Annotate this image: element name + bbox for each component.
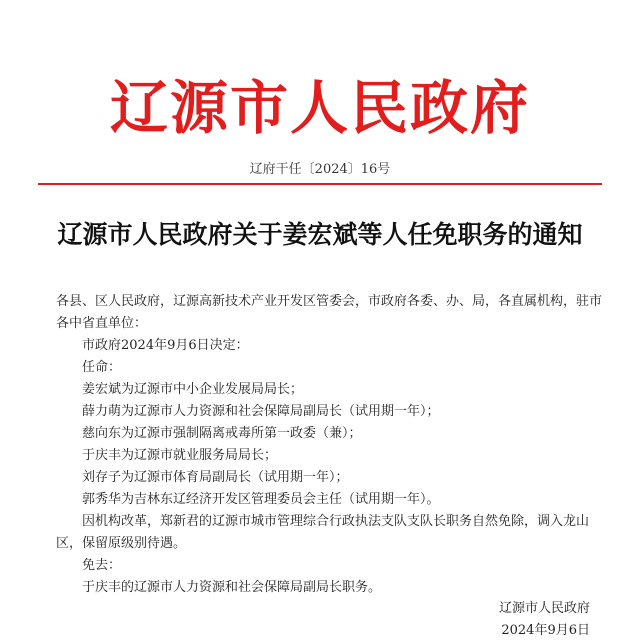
- recipients-line: 各县、区人民政府，辽源高新技术产业开发区管委会，市政府各委、办、局，各直属机构，驻市各中省直单位：: [56, 294, 603, 331]
- masthead-org-name: 辽源市人民政府: [109, 74, 530, 142]
- signature-date: 2024年9月6日: [501, 623, 590, 638]
- document-title: 辽源市人民政府关于姜宏斌等人任免职务的通知: [57, 220, 583, 249]
- appointment-item: 刘存子为辽源市体育局副局长（试用期一年）；: [82, 470, 349, 485]
- appointment-item: 慈向东为辽源市强制隔离戒毒所第一政委（兼）；: [82, 426, 362, 441]
- remove-heading: 免去：: [82, 558, 122, 573]
- appointment-item: 姜宏斌为辽源市中小企业发展局局长；: [82, 382, 304, 397]
- appointment-item: 于庆丰为辽源市就业服务局局长；: [82, 448, 278, 463]
- signature-org: 辽源市人民政府: [498, 601, 590, 616]
- document-body: [56, 291, 604, 599]
- red-divider-line: [38, 183, 602, 185]
- appoint-heading: 任命：: [82, 360, 122, 375]
- decision-line: 市政府2024年9月6日决定：: [82, 338, 249, 353]
- signature-block: [390, 598, 590, 642]
- appointment-item: 薛力萌为辽源市人力资源和社会保障局副局长（试用期一年）；: [82, 404, 440, 419]
- appointment-item: 郭秀华为吉林东辽经济开发区管理委员会主任（试用期一年）。: [82, 492, 440, 507]
- document-number: 辽府干任〔2024〕16号: [249, 162, 391, 177]
- removal-item: 于庆丰的辽源市人力资源和社会保障局副局长职务。: [82, 580, 382, 595]
- reform-note: 因机构改革，郑新君的辽源市城市管理综合行政执法支队支队长职务自然免除，调入龙山区，保留原级别待遇。: [56, 514, 590, 551]
